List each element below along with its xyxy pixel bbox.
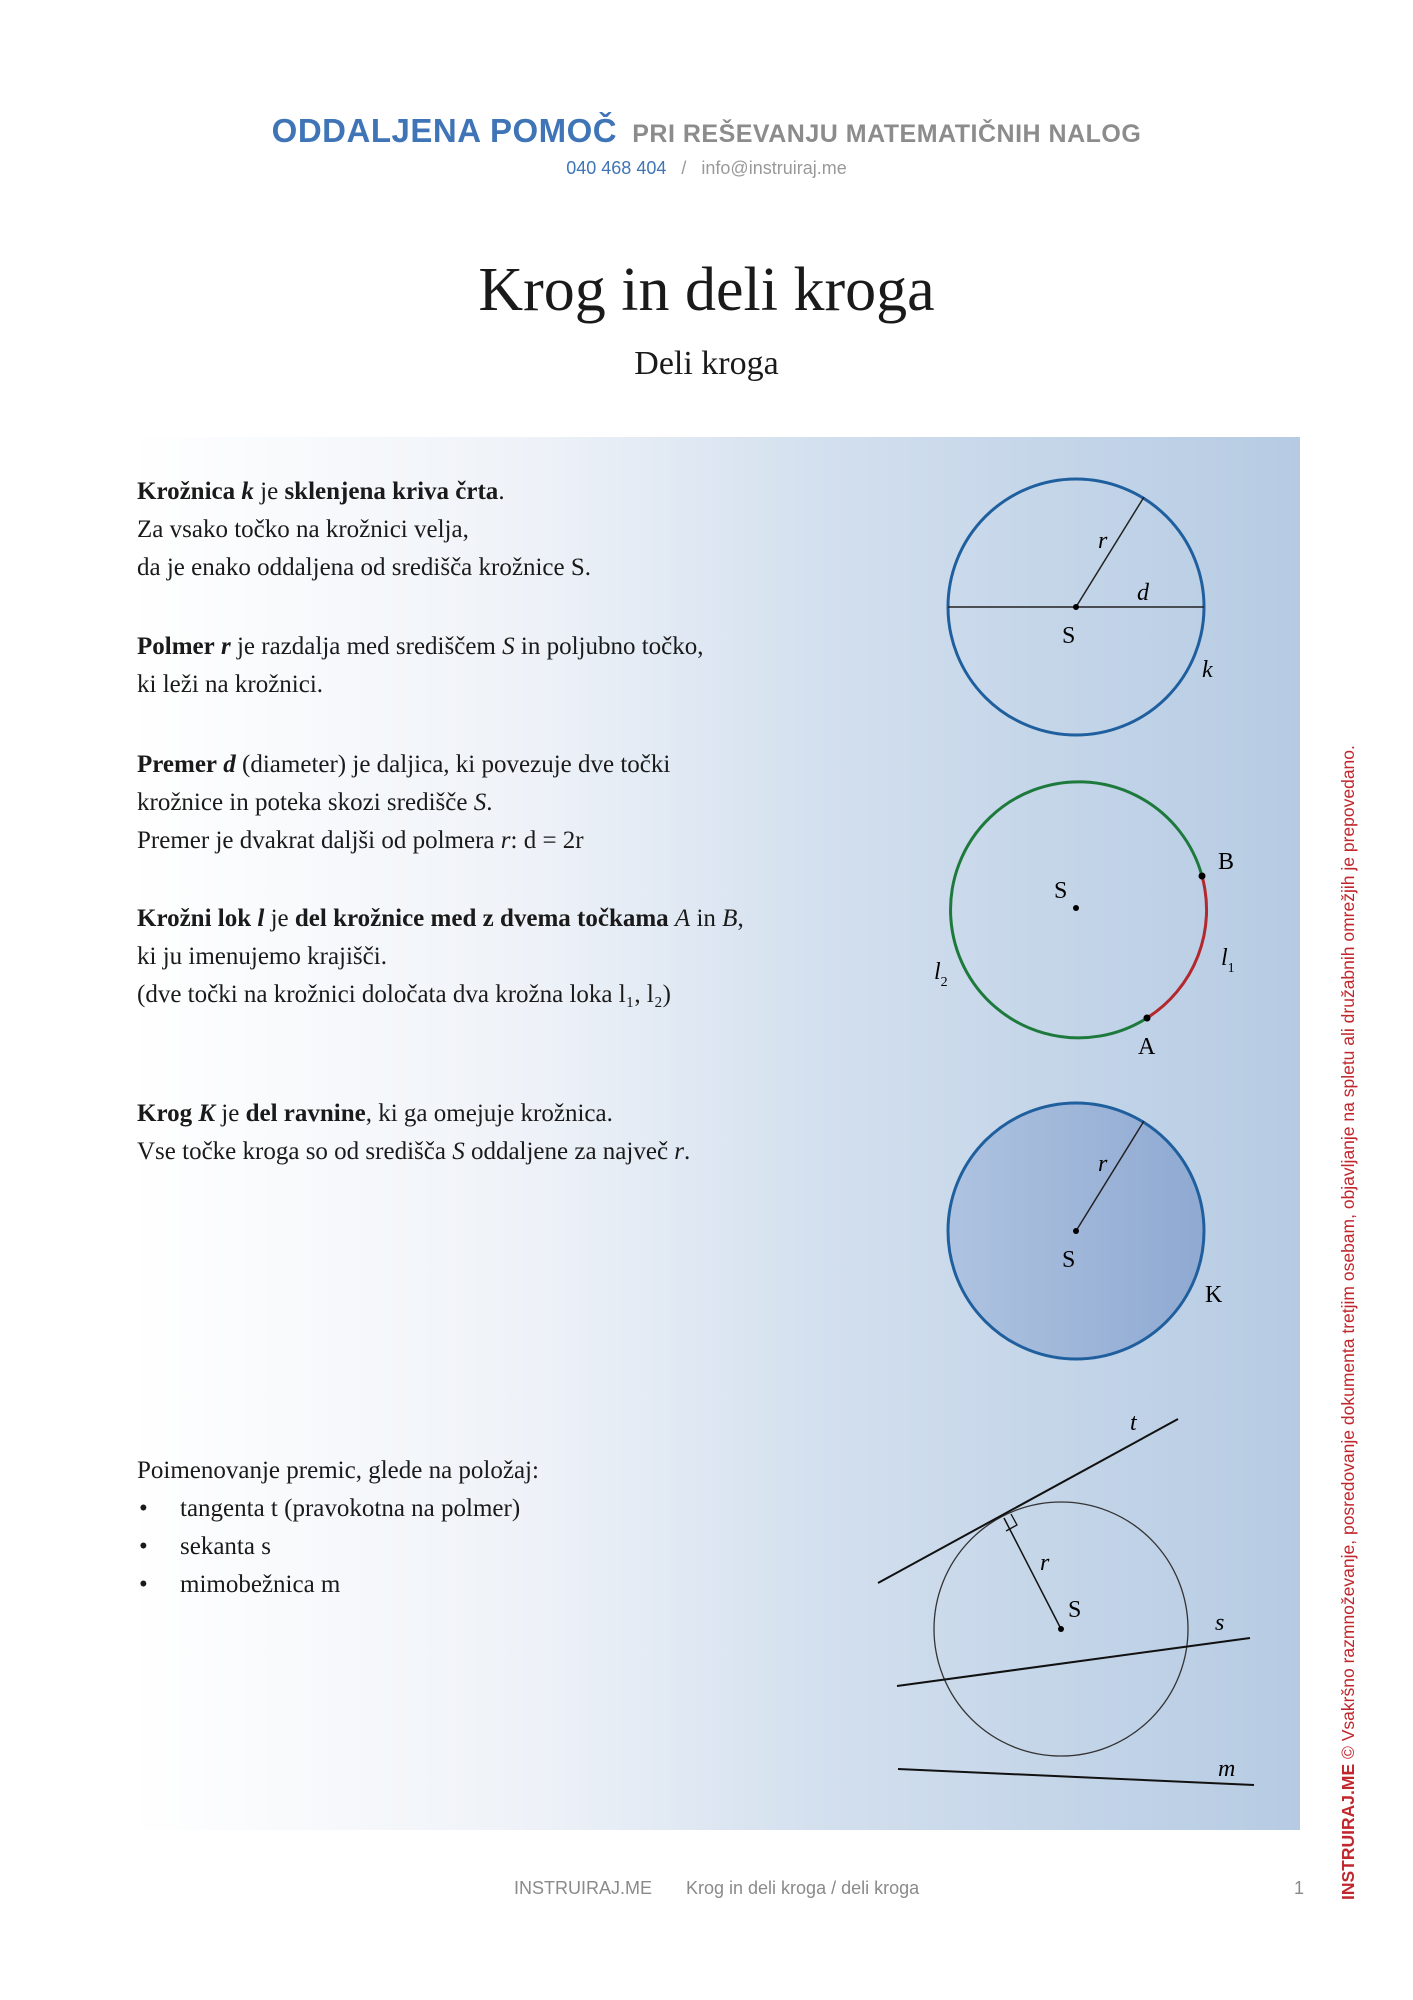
text: in (696, 905, 716, 932)
brand-main: ODDALJENA POMOČ (271, 112, 618, 149)
term-radius: Polmer (137, 633, 215, 660)
label-l1-main: l (1221, 945, 1228, 971)
arc-l1 (1147, 876, 1207, 1018)
label-s: S (1062, 623, 1076, 649)
label-secant: s (1215, 1610, 1225, 1636)
label-l1 (1221, 945, 1235, 976)
list-item: • tangenta t (pravokotna na polmer) (137, 1490, 539, 1528)
symbol-l: l (257, 905, 265, 932)
passant-line (898, 1769, 1254, 1785)
page-title: Krog in deli kroga (478, 256, 935, 324)
footer-page-number: 1 (1294, 1878, 1305, 1898)
symbol-d: d (223, 751, 236, 778)
list-item: • sekanta s (137, 1528, 539, 1566)
text: je (260, 478, 279, 505)
var-s: S (502, 633, 515, 660)
term-diameter: Premer (137, 751, 218, 778)
text: Premer je dvakrat daljši od polmera (137, 827, 495, 854)
text: Vse točke kroga so od središča (137, 1138, 446, 1165)
arc-line-3: (dve točki na krožnici določata dva krožna loka l₁, l₂) (137, 981, 671, 1008)
text: (diameter) je daljica, ki povezuje dve točki (242, 751, 671, 778)
term-arc: Krožni lok (137, 905, 252, 932)
text: . (486, 789, 493, 816)
var-s: S (473, 789, 487, 816)
var-s: S (452, 1138, 465, 1165)
center-point (1073, 1228, 1079, 1234)
page-subtitle: Deli kroga (634, 345, 779, 382)
text: oddaljene za največ (470, 1138, 669, 1165)
term-disk: Krog (137, 1100, 193, 1127)
label-s: S (1062, 1247, 1076, 1273)
label-r: r (1040, 1550, 1050, 1576)
label-k: k (1202, 657, 1213, 683)
label-l2-main: l (934, 959, 941, 985)
var-b: B (722, 905, 738, 932)
label-b: B (1218, 849, 1235, 875)
highlight-closed-curve: sklenjena kriva črta (284, 478, 499, 505)
text: . (684, 1138, 691, 1165)
figure-disk (948, 1103, 1223, 1359)
var-r: r (674, 1138, 685, 1165)
right-angle-marker (1006, 1514, 1017, 1531)
figure-circle (948, 479, 1213, 735)
var-r: r (500, 827, 511, 854)
radius-line (1076, 497, 1144, 607)
label-l2 (934, 959, 948, 990)
symbol-K: K (198, 1100, 216, 1127)
label-l2-sub: 2 (940, 975, 948, 990)
label-K: K (1205, 1282, 1223, 1308)
text: , ki ga omejuje krožnica. (365, 1100, 613, 1127)
label-s: S (1068, 1597, 1082, 1623)
text: je (221, 1100, 240, 1127)
copyright-text: © Vsakršno razmnoževanje, posredovanje dokumenta tretjim osebam, objavljanje na spletu ali družabnih omrežjih je prepovedano. (1338, 745, 1358, 1759)
circle-line-2: Za vsako točko na krožnici velja, (137, 516, 469, 543)
radius-line-2: ki leži na krožnici. (137, 671, 324, 698)
symbol-r: r (220, 633, 231, 660)
symbol-k: k (241, 478, 254, 505)
var-a: A (674, 905, 691, 932)
highlight-arc: del krožnice med z dvema točkama (294, 905, 669, 932)
email-link[interactable]: info@instruiraj.me (701, 158, 847, 178)
text: . (498, 478, 505, 505)
text: , (737, 905, 744, 932)
center-point (1073, 905, 1079, 911)
contact-separator: / (681, 158, 687, 178)
label-m: m (1218, 1756, 1236, 1782)
text: je (270, 905, 289, 932)
label-a: A (1138, 1034, 1156, 1060)
brand-subtitle: PRI REŠEVANJU MATEMATIČNIH NALOG (632, 120, 1142, 148)
label-r: r (1098, 528, 1108, 554)
phone-number[interactable]: 040 468 404 (566, 158, 667, 178)
lines-intro: Poimenovanje premic, glede na položaj: (137, 1457, 539, 1484)
copyright-notice (1338, 700, 1359, 1900)
formula: : d = 2r (510, 827, 584, 854)
copyright-site: INSTRUIRAJ.ME (1338, 1763, 1358, 1900)
label-l1-sub: 1 (1227, 961, 1235, 976)
label-r: r (1098, 1151, 1108, 1177)
arc-line-2: ki ju imenujemo krajišči. (137, 943, 387, 970)
secant-line (897, 1638, 1250, 1686)
label-t: t (1130, 1410, 1137, 1436)
text: krožnice in poteka skozi središče (137, 789, 468, 816)
center-point (1058, 1626, 1064, 1632)
highlight-plane: del ravnine (245, 1100, 366, 1127)
text: in poljubno točko, (520, 633, 704, 660)
radius-line (1004, 1518, 1061, 1629)
figure-lines (878, 1410, 1254, 1785)
list-item: • mimobežnica m (137, 1566, 539, 1604)
term-circle: Krožnica (137, 478, 236, 505)
point-a (1144, 1015, 1151, 1022)
center-point (1073, 604, 1079, 610)
label-d: d (1137, 580, 1149, 606)
tangent-line (878, 1419, 1178, 1583)
label-s: S (1054, 878, 1068, 904)
point-b (1199, 873, 1206, 880)
footer-document: Krog in deli kroga / deli kroga (686, 1878, 920, 1898)
circle-line-3: da je enako oddaljena od središča krožnice S. (137, 554, 591, 581)
figure-arcs (934, 782, 1235, 1060)
footer-site: INSTRUIRAJ.ME (514, 1878, 653, 1898)
text: je razdalja med središčem (236, 633, 496, 660)
